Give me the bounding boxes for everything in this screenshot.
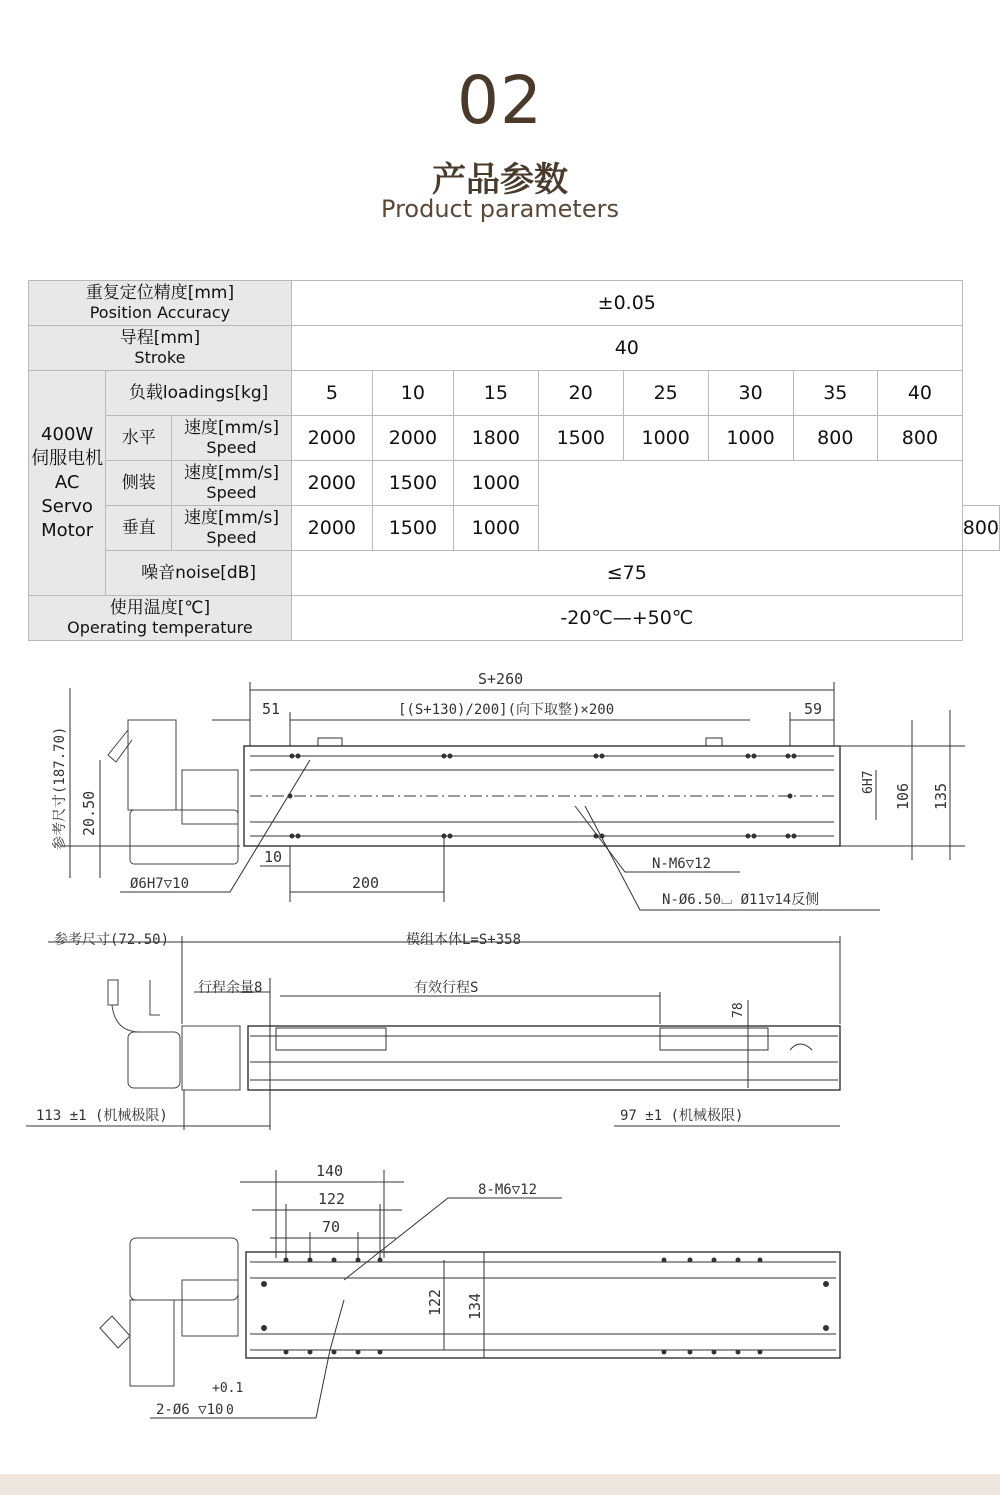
row-temperature xyxy=(29,596,1000,641)
dim-70: 70 xyxy=(322,1218,341,1236)
dim-pin: Ø6H7▽10 xyxy=(130,876,190,892)
speed-cell: 1000 xyxy=(453,506,538,551)
spec-table xyxy=(28,280,1000,641)
speed-label xyxy=(172,461,292,506)
temperature-label-en: Operating temperature xyxy=(67,618,253,637)
bottom-rail xyxy=(246,1252,840,1358)
side-coupler xyxy=(182,1026,240,1090)
speed-label-en: Speed xyxy=(206,438,257,457)
side-dims-text xyxy=(36,931,746,1124)
dim-140: 140 xyxy=(316,1162,344,1180)
noise-value: ≤75 xyxy=(291,551,962,596)
speed-cell: 1500 xyxy=(372,506,453,551)
noise-label: 噪音noise[dB] xyxy=(106,551,292,596)
top-coupler xyxy=(182,770,238,824)
bottom-connector xyxy=(100,1316,130,1348)
side-carriage xyxy=(276,1028,386,1050)
leader-line xyxy=(316,1300,344,1418)
dim-6h7: 6H7 xyxy=(861,770,876,794)
accuracy-label xyxy=(29,281,292,326)
speed-cell: 800 xyxy=(878,416,963,461)
empty-cell xyxy=(538,461,962,551)
speed-cell: 800 xyxy=(962,506,999,551)
speed-cell: 2000 xyxy=(291,416,372,461)
speed-cell: 1500 xyxy=(538,416,623,461)
dim-effective-stroke: 有效行程S xyxy=(414,980,479,996)
temperature-value: -20℃—+50℃ xyxy=(291,596,962,641)
speed-label-cn: 速度[mm/s] xyxy=(184,418,279,438)
motor-l2: 伺服电机 xyxy=(31,448,104,469)
speed-cell: 1000 xyxy=(453,461,538,506)
vertical-label: 垂直 xyxy=(106,506,172,551)
footer-band xyxy=(0,1474,1000,1495)
dim-total: S+260 xyxy=(478,670,524,688)
motor-l3: AC xyxy=(54,472,80,493)
section-number: 02 xyxy=(457,62,543,139)
dim-122-horizontal: 122 xyxy=(318,1190,346,1208)
stroke-value: 40 xyxy=(291,326,962,371)
side-carriage xyxy=(660,1028,768,1050)
accuracy-label-cn: 重复定位精度[mm] xyxy=(85,283,235,303)
row-loadings xyxy=(29,371,1000,416)
loading-cell: 5 xyxy=(291,371,372,416)
dim-59: 59 xyxy=(804,700,823,718)
top-motor-base xyxy=(130,810,238,864)
dim-106: 106 xyxy=(894,782,912,810)
row-noise xyxy=(29,551,1000,596)
side-label: 侧装 xyxy=(106,461,172,506)
motor-l1: 400W xyxy=(41,424,94,445)
temperature-label-cn: 使用温度[℃] xyxy=(109,598,211,618)
speed-label-cn: 速度[mm/s] xyxy=(184,463,279,483)
dim-51: 51 xyxy=(262,700,281,718)
speed-label xyxy=(172,416,292,461)
motor-l4: Servo xyxy=(41,496,93,517)
dim-cbore: N-Ø6.50⌴ Ø11▽14反侧 xyxy=(662,892,820,908)
dim-left-limit: 113 ±1 (机械极限) xyxy=(36,1108,168,1124)
dim-pitch: [(S+130)/200](向下取整)×200 xyxy=(398,702,615,718)
motor-label xyxy=(29,371,106,596)
dim-tolerance: +0.1 xyxy=(212,1381,244,1396)
dim-margin: 行程余量8 xyxy=(198,980,263,996)
bottom-view xyxy=(100,1162,840,1418)
loading-cell: 10 xyxy=(372,371,453,416)
top-dims-text xyxy=(51,670,950,908)
speed-cell: 1000 xyxy=(708,416,793,461)
loading-cell: 25 xyxy=(623,371,708,416)
bottom-holes xyxy=(261,1258,829,1355)
side-motor xyxy=(128,1032,180,1088)
dim-78: 78 xyxy=(731,1002,746,1018)
speed-cell: 2000 xyxy=(291,506,372,551)
dim-122-vertical: 122 xyxy=(426,1288,444,1316)
row-stroke xyxy=(29,326,1000,371)
side-connector xyxy=(108,980,118,1005)
bottom-motor xyxy=(130,1300,174,1386)
speed-label-en: Speed xyxy=(206,528,257,547)
dim-2050: 20.50 xyxy=(80,790,98,836)
bottom-motor-cap xyxy=(130,1238,238,1300)
dim-ref-width: 参考尺寸(72.50) xyxy=(54,932,170,948)
dim-ref-height: 参考尺寸(187.70) xyxy=(52,726,68,850)
motor-l5: Motor xyxy=(41,520,94,541)
speed-label-en: Speed xyxy=(206,483,257,502)
speed-cell: 1800 xyxy=(453,416,538,461)
top-motor xyxy=(128,720,176,810)
leader-line xyxy=(120,760,310,892)
top-sensor xyxy=(706,738,722,746)
dim-10: 10 xyxy=(264,848,283,866)
speed-label xyxy=(172,506,292,551)
dim-200: 200 xyxy=(352,874,380,892)
stroke-label xyxy=(29,326,292,371)
loading-cell: 30 xyxy=(708,371,793,416)
dim-right-limit: 97 ±1 (机械极限) xyxy=(620,1108,744,1124)
horizontal-label: 水平 xyxy=(106,416,172,461)
side-cable xyxy=(112,1005,140,1032)
dim-pin: 2-Ø6 ▽10 xyxy=(156,1402,224,1418)
top-sensor xyxy=(318,738,342,746)
dim-135: 135 xyxy=(932,782,950,810)
accuracy-label-en: Position Accuracy xyxy=(89,303,231,322)
temperature-label xyxy=(29,596,292,641)
stroke-label-cn: 导程[mm] xyxy=(119,328,201,348)
dim-body: 模组本体L=S+358 xyxy=(406,932,522,948)
loading-cell: 40 xyxy=(878,371,963,416)
accuracy-value: ±0.05 xyxy=(291,281,962,326)
dim-tolerance-low: 0 xyxy=(226,1403,234,1418)
side-view xyxy=(26,931,840,1130)
side-pulley xyxy=(790,1044,812,1050)
technical-drawing xyxy=(0,660,1000,1470)
dim-screw: 8-M6▽12 xyxy=(478,1182,538,1198)
speed-cell: 1500 xyxy=(372,461,453,506)
bottom-dims-text xyxy=(156,1162,537,1418)
section-title-cn: 产品参数 xyxy=(432,160,568,200)
top-view xyxy=(51,670,965,910)
dim-134: 134 xyxy=(466,1292,484,1320)
section-title-en: Product parameters xyxy=(381,195,619,223)
loadings-label: 负载loadings[kg] xyxy=(106,371,292,416)
row-side xyxy=(29,461,1000,506)
loading-cell: 15 xyxy=(453,371,538,416)
row-accuracy xyxy=(29,281,1000,326)
speed-label-cn: 速度[mm/s] xyxy=(184,508,279,528)
row-horizontal xyxy=(29,416,1000,461)
speed-cell: 2000 xyxy=(291,461,372,506)
loading-cell: 20 xyxy=(538,371,623,416)
loading-cell: 35 xyxy=(793,371,878,416)
speed-cell: 2000 xyxy=(372,416,453,461)
dim-screw: N-M6▽12 xyxy=(652,856,712,872)
speed-cell: 800 xyxy=(793,416,878,461)
side-cable xyxy=(150,980,160,1015)
bottom-coupler xyxy=(182,1280,238,1336)
speed-cell: 1000 xyxy=(623,416,708,461)
stroke-label-en: Stroke xyxy=(134,348,186,367)
